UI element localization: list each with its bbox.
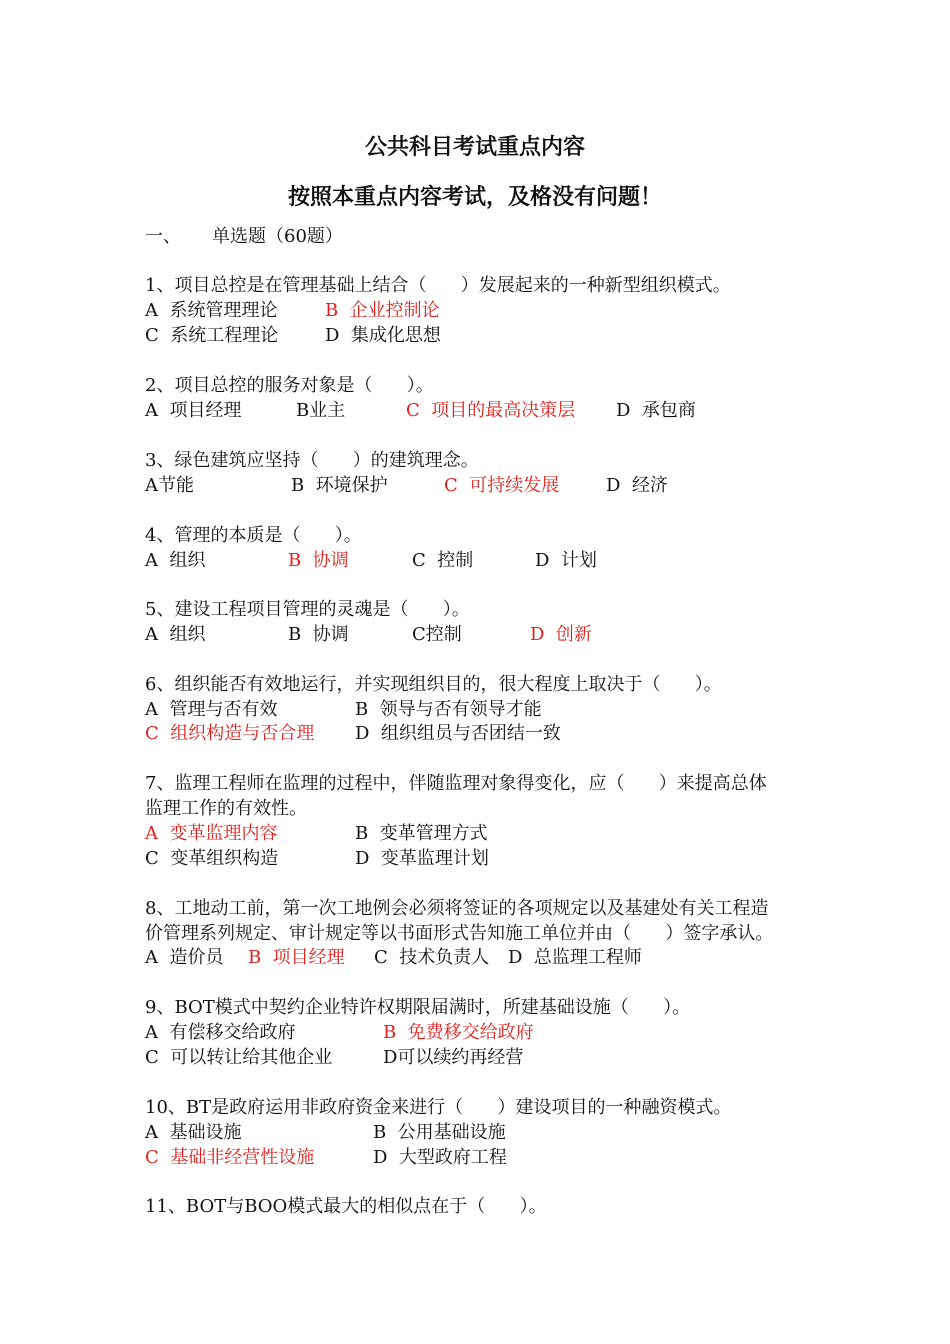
question-8-cont: 价管理系列规定、审计规定等以书面形式告知施工单位并由（ ）签字承认。 [145, 923, 774, 944]
q5-option-a: A 组织 [145, 624, 206, 645]
q8-option-b: B 项目经理 [248, 947, 345, 968]
question-6: 6、组织能否有效地运行，并实现组织目的，很大程度上取决于（ ）。 [145, 674, 722, 695]
q7-option-d: D 变革监理计划 [355, 848, 489, 869]
question-8: 8、工地动工前，第一次工地例会必须将签证的各项规定以及基建处有关工程造 [145, 898, 769, 919]
q6-option-d: D 组织组员与否团结一致 [355, 723, 561, 744]
q2-option-d: D 承包商 [616, 400, 696, 421]
question-7-cont: 监理工作的有效性。 [145, 798, 307, 819]
q5-option-c: C控制 [412, 624, 462, 645]
question-11: 11、BOT与BOO模式最大的相似点在于（ ）。 [145, 1196, 547, 1217]
q1-option-b: B 企业控制论 [325, 300, 440, 321]
q4-option-c: C 控制 [412, 550, 474, 571]
question-7: 7、监理工程师在监理的过程中，伴随监理对象得变化，应（ ）来提高总体 [145, 773, 767, 794]
q4-option-a: A 组织 [145, 550, 206, 571]
q10-option-d: D 大型政府工程 [373, 1147, 507, 1168]
q8-option-c: C 技术负责人 [374, 947, 490, 968]
q1-option-a: A 系统管理理论 [145, 300, 278, 321]
q10-option-b: B 公用基础设施 [373, 1122, 506, 1143]
q5-option-d: D 创新 [530, 624, 592, 645]
q2-option-c: C 项目的最高决策层 [406, 400, 576, 421]
q6-option-b: B 领导与否有领导才能 [355, 699, 542, 720]
q1-option-c: C 系统工程理论 [145, 325, 279, 346]
question-2: 2、项目总控的服务对象是（ ）。 [145, 375, 434, 396]
q8-option-a: A 造价员 [145, 947, 224, 968]
q6-option-c: C 组织构造与否合理 [145, 723, 315, 744]
q9-option-a: A 有偿移交给政府 [145, 1022, 296, 1043]
q9-option-c: C 可以转让给其他企业 [145, 1047, 333, 1068]
q7-option-a: A 变革监理内容 [145, 823, 278, 844]
q7-option-c: C 变革组织构造 [145, 848, 279, 869]
q8-option-d: D 总监理工程师 [508, 947, 642, 968]
question-1: 1、项目总控是在管理基础上结合（ ）发展起来的一种新型组织模式。 [145, 275, 731, 296]
section-number: 一、 [145, 226, 181, 247]
question-4: 4、管理的本质是（ ）。 [145, 525, 362, 546]
section-label: 单选题（60题） [212, 226, 343, 247]
q6-option-a: A 管理与否有效 [145, 699, 278, 720]
q3-option-a: A节能 [145, 475, 194, 496]
q10-option-c: C 基础非经营性设施 [145, 1147, 315, 1168]
q3-option-c: C 可持续发展 [444, 475, 560, 496]
q5-option-b: B 协调 [288, 624, 349, 645]
q2-option-a: A 项目经理 [145, 400, 242, 421]
question-10: 10、BT是政府运用非政府资金来进行（ ）建设项目的一种融资模式。 [145, 1097, 732, 1118]
page-subtitle: 按照本重点内容考试，及格没有问题！ [287, 185, 662, 210]
q10-option-a: A 基础设施 [145, 1122, 242, 1143]
q7-option-b: B 变革管理方式 [355, 823, 488, 844]
q4-option-d: D 计划 [535, 550, 597, 571]
q2-option-b: B业主 [296, 400, 346, 421]
question-5: 5、建设工程项目管理的灵魂是（ ）。 [145, 599, 470, 620]
q9-option-d: D可以续约再经营 [383, 1047, 524, 1068]
q3-option-d: D 经济 [606, 475, 668, 496]
q9-option-b: B 免费移交给政府 [383, 1022, 534, 1043]
question-3: 3、绿色建筑应坚持（ ）的建筑理念。 [145, 450, 479, 471]
question-9: 9、BOT模式中契约企业特许权期限届满时，所建基础设施（ ）。 [145, 997, 691, 1018]
q1-option-d: D 集成化思想 [325, 325, 441, 346]
q4-option-b: B 协调 [288, 550, 349, 571]
page-title: 公共科目考试重点内容 [364, 135, 585, 160]
q3-option-b: B 环境保护 [291, 475, 388, 496]
